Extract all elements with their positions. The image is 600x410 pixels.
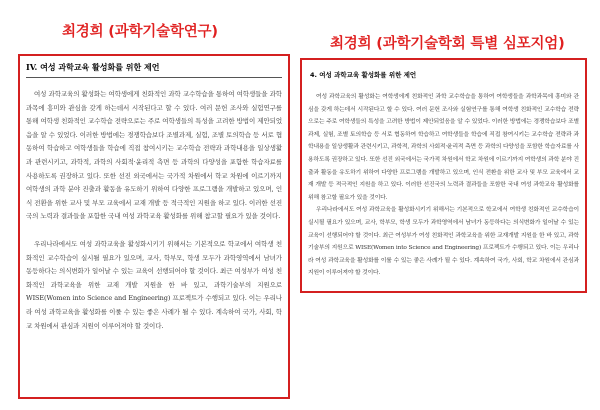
- left-paragraph-2: 우리나라에서도 여성 과학교육을 활성화시키기 위해서는 기본적으로 학교에서 여학생 친화적인 교수학습이 실시될 필요가 있으며, 교사, 학부모, 학생 모두가 과학영역에서 남녀가 동등하다는 의식변화가 일어날 수 있는 교육이 선행되어야 할 것이다. 최근 여성부가 여성 친화적인 과학교육을 위한 교재 개발 지원을 한 바 있고, 과학기술부의 지원으로 WISE(Women into Science and Engineering) 프로젝트가 수행되고 있다. 이는 우리나라 여성 과학교육을 활성화를 이룰 수 있는 좋은 사례가 될 수 있다. 계속하여 국가, 사회, 학교 차원에서 관심과 지원이 이루어져야 할 것이다.: [26, 239, 282, 330]
- left-document-excerpt: [18, 54, 290, 399]
- left-section-heading: IV. 여성 과학교육 활성화를 위한 제언: [26, 62, 282, 78]
- right-paragraph-2: 우리나라에서도 여성 과학교육을 활성화시키기 위해서는 기본적으로 학교에서 여학생 친화적인 교수학습이 실시될 필요가 있으며, 교사, 학부모, 학생 모두가 과학영역에서 남녀가 동등하다는 의식변화가 일어날 수 있는 교육이 선행되어야 할 것이다. 최근 여성부가 여성 친화적인 과학교육을 위한 교재개발 지원을 한 바 있고, 과학기술부의 지원으로 WISE(Women into Science and Engineering) 프로젝트가 수행되고 있다. 이는 우리나라 여성 과학교육을 활성화를 이룰 수 있는 좋은 사례가 될 수 있다. 계속하여 국가, 사회, 학교 차원에서 관심과 지원이 이루어져야 할 것이다.: [308, 207, 579, 277]
- left-caption: 최경희 (과학기술학연구): [62, 24, 218, 40]
- right-paragraph-1: 여성 과학교육의 활성화는 여학생에게 친화적인 과학 교수학습을 통하여 여학생들을 과학과목에 흥미와 관심을 갖게 하는데서 시작된다고 할 수 있다. 여러 문헌 조사와 실험연구를 통해 여학생 친화적인 교수학습 전략으로는 주로 여학생들의 특성을 고려한 방법이 제안되었음을 알 수 있었다. 이러한 방법에는 경쟁학습보다 조별과제, 실험, 조별 토의학습 등 서로 협동하여 학습하고 여학생들을 학습에 직접 참여시키는 교수학습 전략과 과학내용을 일상생활과 관련시키고, 과학적, 과학의 사회적·윤리적 측면 등 과학의 다양성을 포함한 학습자료를 사용하도록 권장하고 있다. 또한 선진 외국에서는 국가적 차원에서 학교 차원에 이르기까지 여학생의 과학 분야 진출과 활동을 유도하기 위하여 다양한 프로그램을 개발하고 있으며, 인식 전환을 위한 교사 및 부모 교육에서 교재 개발 등 적극적인 지원을 하고 있다. 이러한 선진국의 노력과 결과들을 포함한 국내 여성 과학교육 활성화를 위해 참고할 필요가 있을 것이다.: [308, 94, 579, 201]
- right-caption: 최경희 (과학기술학회 특별 심포지엄): [330, 36, 565, 52]
- right-section-heading: 4. 여성 과학교육 활성화를 위한 제언: [310, 71, 417, 79]
- right-document-excerpt: [300, 58, 587, 293]
- left-paragraph-1: 여성 과학교육의 활성화는 여학생에게 친화적인 과학 교수학습을 통하여 여학생들을 과학과목에 흥미와 관심을 갖게 하는데서 시작된다고 할 수 있다. 여러 문헌 조사와 실험연구를 통해 여학생 친화적인 교수학습 전략으로는 주로 여학생들의 특성을 고려한 방법이 제안되었음을 알 수 있었다. 이러한 방법에는 경쟁학습보다 조별과제, 실험, 조별 토의학습 등 서로 협동하여 학습하고 여학생들을 학습에 직접 참여시키는 교수학습 전략과 과학내용을 일상생활과 관련시키고, 과학적, 과학의 사회적·윤리적 측면 등 과학의 다양성을 포함한 학습자료를 사용하도록 권장하고 있다. 또한 선진 외국에서는 국가적 차원에서 학교 차원에 이르기까지 여학생의 과학 분야 진출과 활동을 유도하기 위하여 다양한 프로그램을 개발하고 있으며, 인식 전환을 위한 교사 및 부모 교육에서 교재 개발 등 적극적인 지원을 하고 있다. 이러한 선진국의 노력과 결과들을 포함한 국내 여성 과학교육 활성화를 위해 참고할 필요가 있을 것이다.: [26, 90, 282, 221]
